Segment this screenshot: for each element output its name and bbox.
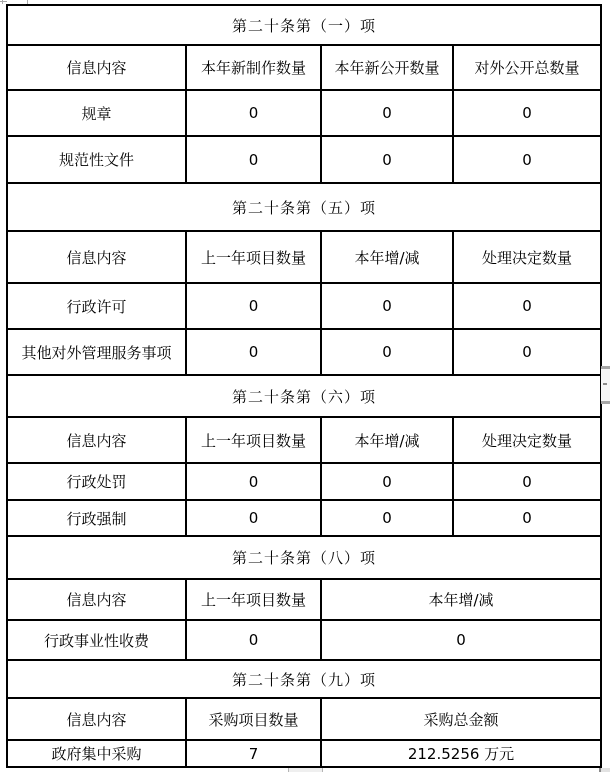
section-title: 第二十条第（五）项 (7, 183, 601, 231)
section-title: 第二十条第（九）项 (7, 660, 601, 698)
column-header: 上一年项目数量 (186, 231, 321, 283)
row-label: 政府集中采购 (7, 740, 186, 767)
column-header: 信息内容 (7, 417, 186, 463)
cell-value: 0 (453, 500, 601, 536)
cell-value: 0 (186, 500, 321, 536)
cell-value: 0 (186, 136, 321, 183)
column-header-row (7, 698, 601, 740)
cell-value: 0 (453, 136, 601, 183)
table-row (7, 90, 601, 136)
section-title-row (7, 183, 601, 231)
column-header: 上一年项目数量 (186, 417, 321, 463)
scrollbar-cap (601, 401, 610, 404)
cell-value: 0 (186, 90, 321, 136)
disclosure-report-table (6, 4, 602, 768)
column-header: 信息内容 (7, 231, 186, 283)
cell-value: 0 (186, 329, 321, 375)
section-title: 第二十条第（一）项 (7, 5, 601, 45)
column-header: 处理决定数量 (453, 417, 601, 463)
row-label: 其他对外管理服务事项 (7, 329, 186, 375)
column-header: 处理决定数量 (453, 231, 601, 283)
column-header: 信息内容 (7, 579, 186, 620)
cell-value: 0 (453, 329, 601, 375)
horizontal-scrollbar-thumb[interactable] (288, 768, 323, 772)
column-header: 本年增/减 (321, 417, 453, 463)
cell-value: 0 (453, 90, 601, 136)
scrollbar-cap (601, 366, 610, 369)
column-header: 采购总金额 (321, 698, 601, 740)
cell-value: 0 (186, 283, 321, 329)
row-label: 行政处罚 (7, 463, 186, 500)
cell-value: 7 (186, 740, 321, 767)
column-header: 采购项目数量 (186, 698, 321, 740)
cell-value: 0 (321, 90, 453, 136)
table-row (7, 500, 601, 536)
column-header-row (7, 579, 601, 620)
section-title: 第二十条第（六）项 (7, 375, 601, 417)
row-label: 规范性文件 (7, 136, 186, 183)
cell-value: 0 (186, 620, 321, 660)
cell-value: 0 (453, 283, 601, 329)
cell-value: 0 (321, 620, 601, 660)
section-title-row (7, 375, 601, 417)
cell-value: 0 (321, 500, 453, 536)
row-label: 行政强制 (7, 500, 186, 536)
section-title-row (7, 660, 601, 698)
column-header: 信息内容 (7, 45, 186, 90)
section-title-row (7, 5, 601, 45)
column-header: 本年增/减 (321, 231, 453, 283)
table-row (7, 620, 601, 660)
page-edge-mark (2, 0, 3, 4)
row-label: 行政许可 (7, 283, 186, 329)
cell-value: 0 (321, 329, 453, 375)
table-row (7, 136, 601, 183)
column-header: 信息内容 (7, 698, 186, 740)
column-header: 本年新制作数量 (186, 45, 321, 90)
section-title-row (7, 536, 601, 579)
cell-value: 0 (453, 463, 601, 500)
column-header: 本年增/减 (321, 579, 601, 620)
scrollbar-grip (603, 383, 607, 385)
table-row (7, 329, 601, 375)
table-row (7, 283, 601, 329)
column-header: 上一年项目数量 (186, 579, 321, 620)
cell-value: 0 (321, 283, 453, 329)
column-header: 本年新公开数量 (321, 45, 453, 90)
scrollbar-corner (599, 768, 610, 772)
vertical-scrollbar-thumb[interactable] (601, 366, 610, 404)
table-row (7, 463, 601, 500)
row-label: 规章 (7, 90, 186, 136)
column-header: 对外公开总数量 (453, 45, 601, 90)
column-header-row (7, 45, 601, 90)
cell-value: 0 (321, 136, 453, 183)
row-label: 行政事业性收费 (7, 620, 186, 660)
cell-value: 0 (321, 463, 453, 500)
section-title: 第二十条第（八）项 (7, 536, 601, 579)
table-row (7, 740, 601, 767)
cell-value: 0 (186, 463, 321, 500)
column-header-row (7, 231, 601, 283)
column-header-row (7, 417, 601, 463)
cell-value: 212.5256 万元 (321, 740, 601, 767)
